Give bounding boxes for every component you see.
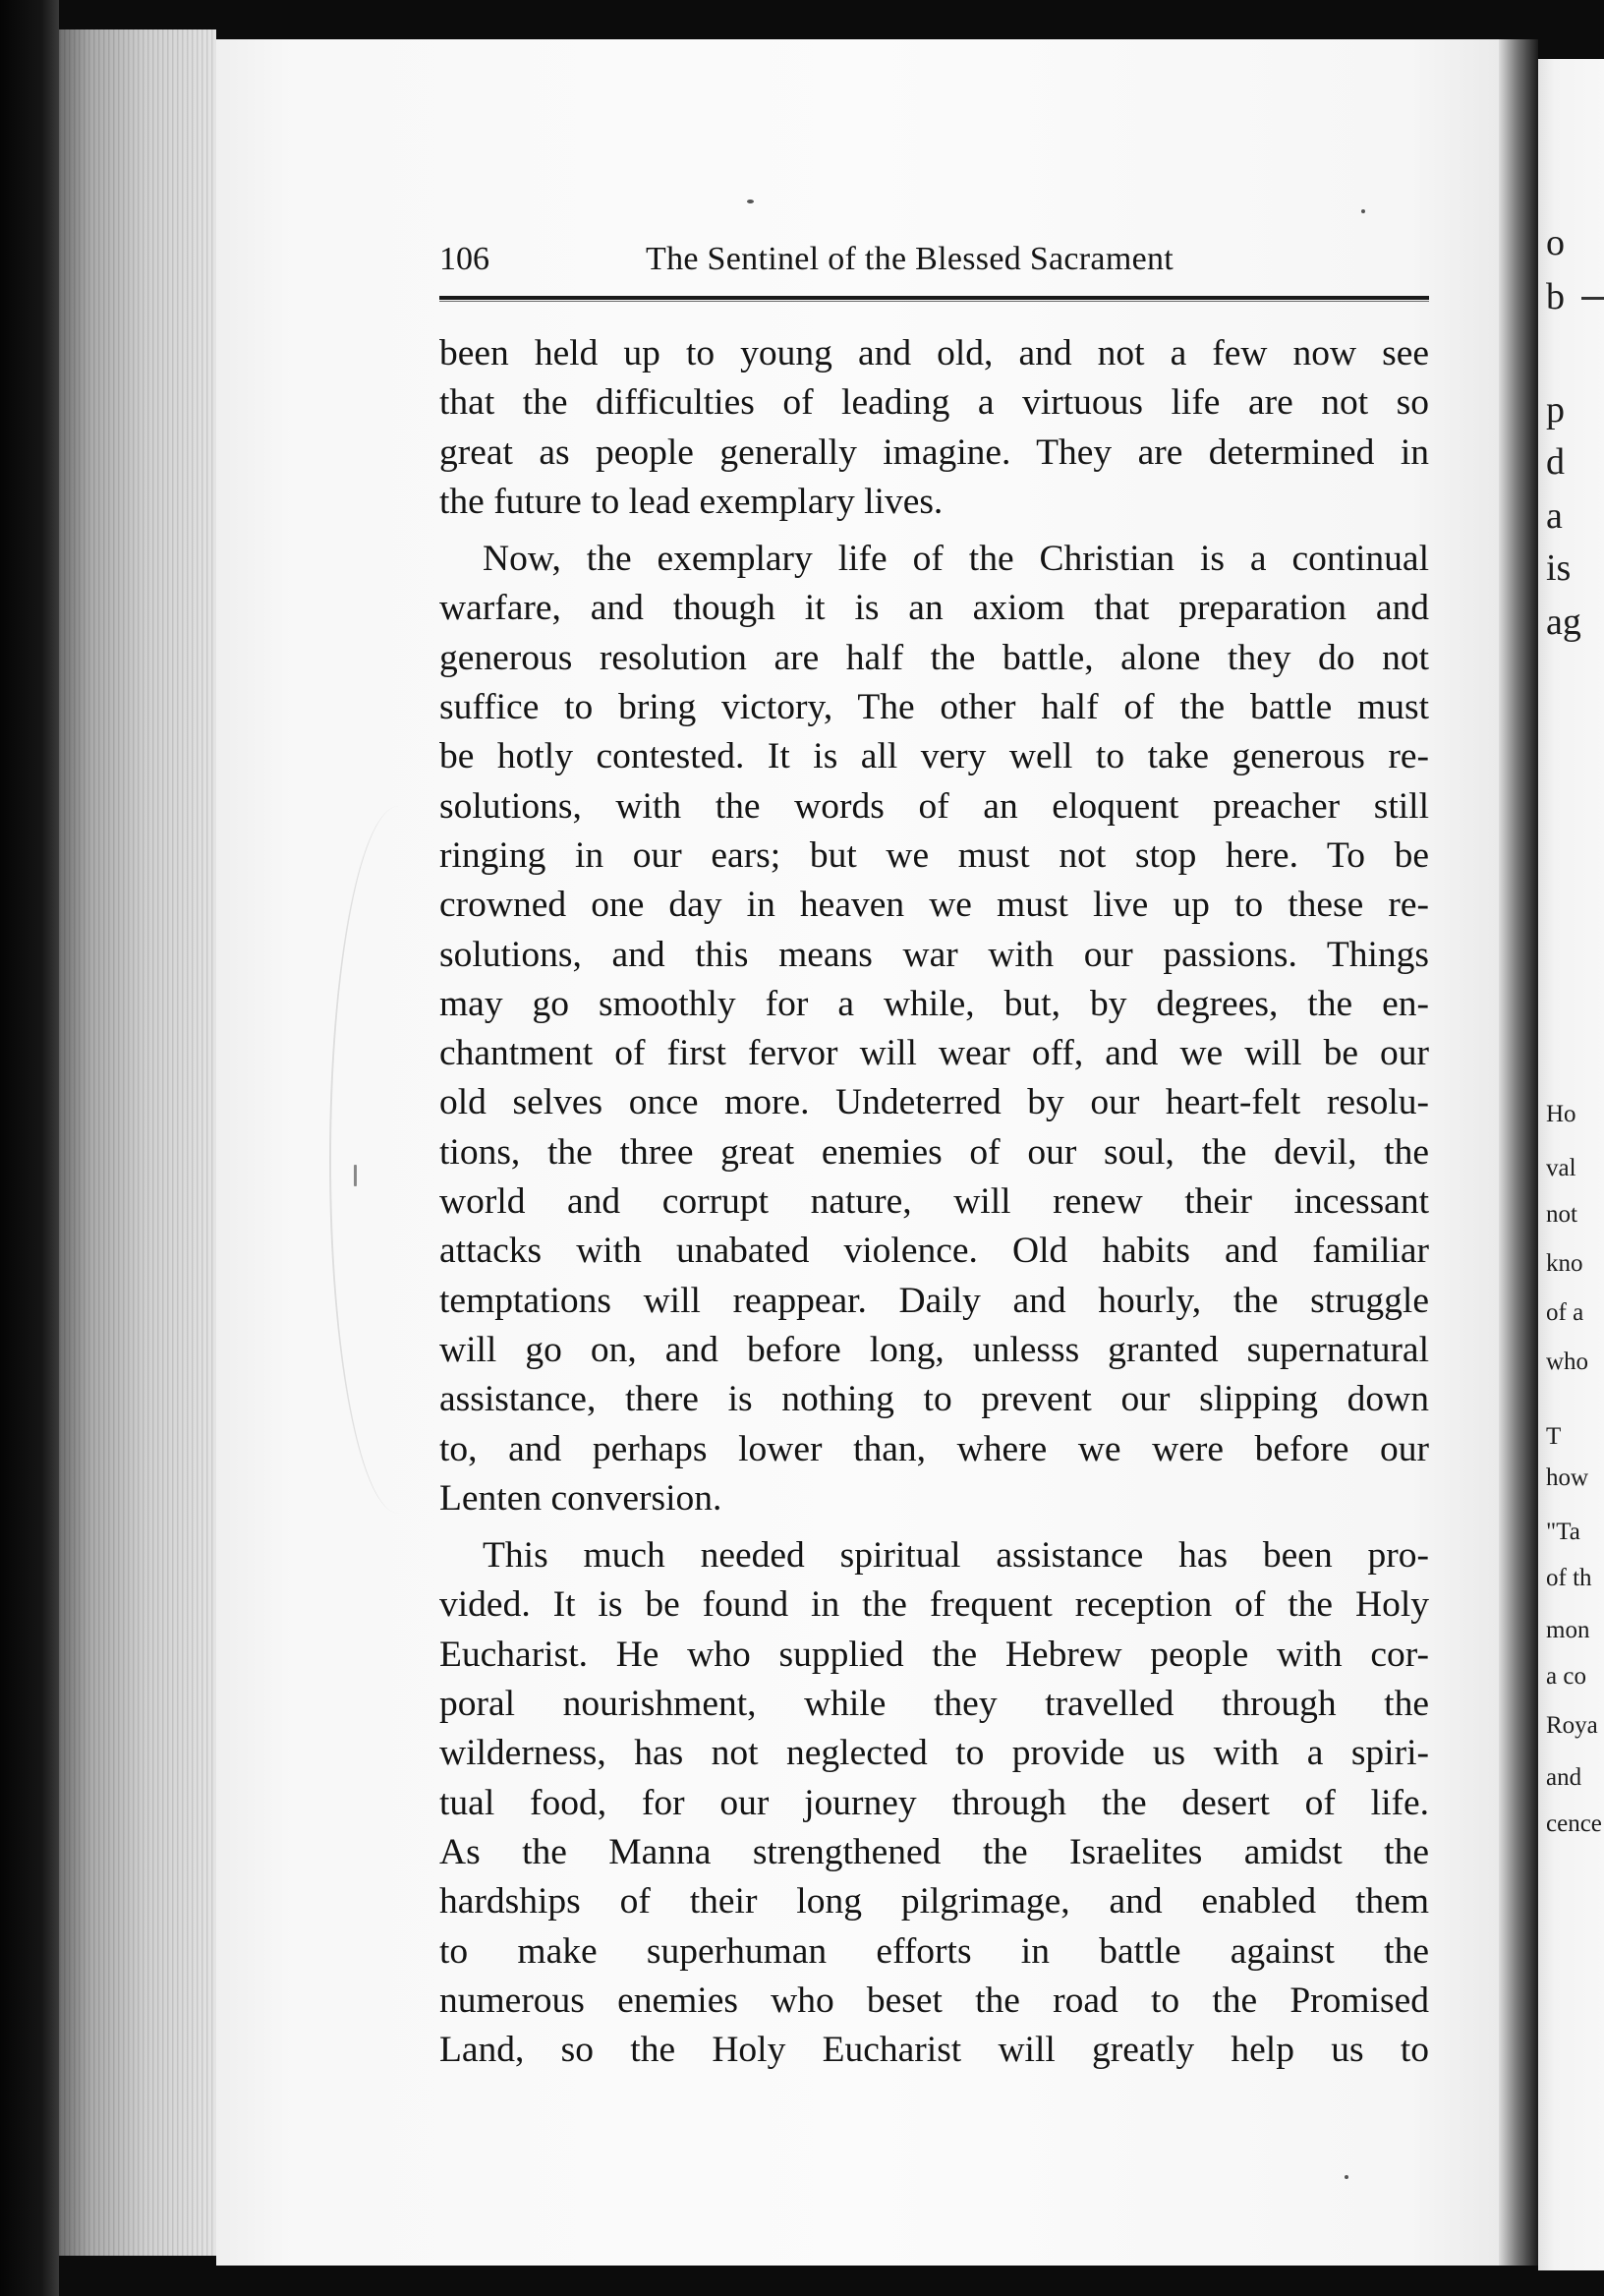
text-line: wilderness, has not neglected to provide us with a spiri- [439,1733,1429,1774]
adjacent-page-fragment: ag [1546,602,1581,643]
text-line: been held up to young and old, and not a few now see [439,333,1429,373]
text-line: world and corrupt nature, will renew their incessant [439,1181,1429,1223]
running-title: The Sentinel of the Blessed Sacrament [646,241,1174,277]
adjacent-page-fragment: not [1546,1201,1577,1228]
scan-left-border [0,0,59,2296]
text-line: old selves once more. Undeterred by our heart-felt resolu- [439,1082,1429,1123]
adjacent-page-fragment: how [1546,1464,1589,1491]
text-line: Lenten conversion. [439,1477,722,1519]
text-line: This much needed spiritual assistance has been pro- [483,1535,1429,1577]
adjacent-page-fragment: "Ta [1546,1519,1580,1545]
text-line: to, and perhaps lower than, where we were before our [439,1428,1429,1469]
text-line: tual food, for our journey through the desert of life. [439,1782,1429,1823]
book-gutter [1499,39,1538,2266]
header-rule [439,296,1429,300]
adjacent-page [1538,59,1604,2270]
text-line: chantment of first fervor will wear off, and we will be our [439,1033,1429,1074]
running-header [439,241,1429,290]
adjacent-page-fragment: T [1546,1423,1562,1450]
text-line: will go on, and before long, unlesss granted supernatural [439,1329,1429,1370]
adjacent-page-fragment: p [1546,389,1565,430]
adjacent-page-fragment: of th [1546,1565,1592,1591]
adjacent-page-rule [1581,297,1604,300]
text-line: generous resolution are half the battle, alone they do not [439,637,1429,678]
scan-speck [354,1165,357,1186]
text-line: assistance, there is nothing to prevent our slipping down [439,1379,1429,1420]
adjacent-page-fragment: and [1546,1764,1582,1791]
scan-speck [747,200,754,203]
adjacent-page-fragment: d [1546,441,1565,483]
adjacent-page-fragment: is [1546,547,1572,589]
text-line: poral nourishment, while they travelled through the [439,1684,1429,1725]
adjacent-page-fragment: cence [1546,1810,1602,1837]
text-line: great as people generally imagine. They are determined in [439,431,1429,473]
adjacent-page-fragment: Roya [1546,1712,1598,1739]
scan-speck [1361,209,1365,213]
page-number: 106 [439,241,489,277]
text-line: that the difficulties of leading a virtuous life are not so [439,382,1429,424]
adjacent-page-fragment: mon [1546,1617,1590,1643]
text-line: attacks with unabated violence. Old habits and familiar [439,1231,1429,1272]
adjacent-page-fragment: val [1546,1155,1576,1181]
text-line: vided. It is be found in the frequent reception of the Holy [439,1584,1429,1626]
adjacent-page-fragment: a [1546,495,1563,537]
text-line: Now, the exemplary life of the Christian is a continual [483,539,1429,580]
text-line: to make superhuman efforts in battle against the [439,1930,1429,1972]
paragraph-gap [439,1523,1429,1531]
body-text [439,329,1429,2075]
adjacent-page-fragment: who [1546,1349,1589,1375]
text-line: Eucharist. He who supplied the Hebrew people with cor- [439,1634,1429,1675]
adjacent-page-fragment: o [1546,222,1565,263]
adjacent-page-fragment: b [1546,276,1565,317]
text-line: numerous enemies who beset the road to the Promised [439,1980,1429,2021]
book-page-edges [59,29,216,2256]
scan-top-border [0,0,1604,29]
adjacent-page-fragment: a co [1546,1663,1586,1690]
text-line: suffice to bring victory, The other half of the battle must [439,687,1429,728]
paragraph-gap [439,527,1429,535]
text-line: tions, the three great enemies of our soul, the devil, the [439,1131,1429,1173]
text-line: may go smoothly for a while, but, by degrees, the en- [439,983,1429,1024]
text-line: warfare, and though it is an axiom that preparation and [439,588,1429,629]
header-rule-thin [439,301,1429,302]
text-line: Land, so the Holy Eucharist will greatly help us to [439,2030,1429,2071]
text-line: solutions, with the words of an eloquent preacher still [439,785,1429,827]
text-line: crowned one day in heaven we must live up to these re- [439,885,1429,926]
adjacent-page-fragment: kno [1546,1250,1583,1277]
text-line: be hotly contested. It is all very well to take generous re- [439,736,1429,777]
text-line: As the Manna strengthened the Israelites amidst the [439,1831,1429,1872]
text-line: ringing in our ears; but we must not stop here. To be [439,834,1429,876]
text-line: hardships of their long pilgrimage, and enabled them [439,1881,1429,1923]
text-line: temptations will reappear. Daily and hourly, the struggle [439,1280,1429,1321]
scan-speck [1345,2175,1348,2179]
text-line: the future to lead exemplary lives. [439,481,944,522]
adjacent-page-fragment: Ho [1546,1101,1576,1127]
text-line: solutions, and this means war with our passions. Things [439,934,1429,975]
adjacent-page-fragment: of a [1546,1299,1584,1326]
